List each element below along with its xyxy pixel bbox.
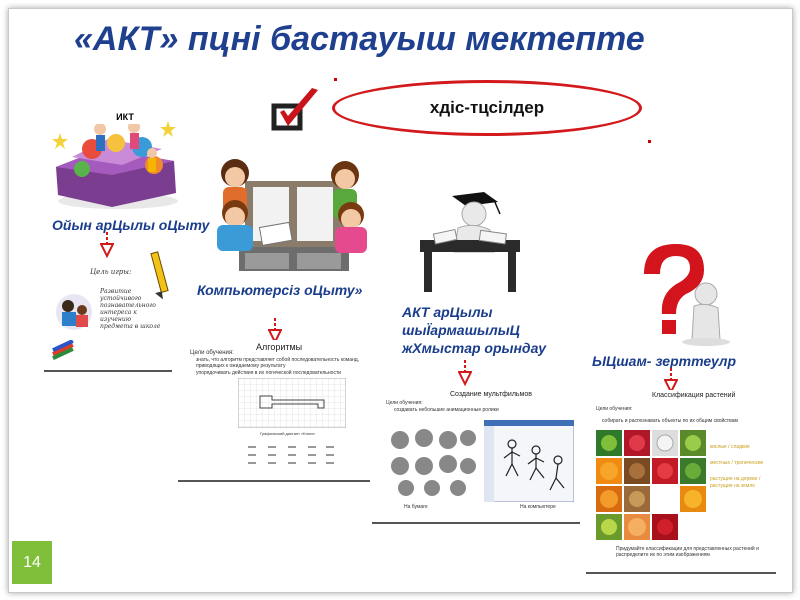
red-dot: [648, 140, 651, 143]
doc-game-heading: Цель игры:: [90, 268, 132, 276]
label-akt-3: жХмыстар орындау: [402, 340, 546, 356]
question-figure-illustration: [606, 236, 740, 348]
doc-algorithms-item-1: знать, что алгоритм представляет собой последовательность команд, приводящих к ожидаемому результату: [196, 357, 360, 369]
doc-plants-goal: Цели обучения:: [596, 406, 633, 412]
pencil-icon: [150, 250, 170, 300]
doc-plants-legend-2: местные / тропические: [710, 460, 764, 466]
doc-cartoons-caption-right: На компьютере: [520, 504, 556, 510]
label-akt-1: АКТ арЦылы: [402, 304, 493, 320]
doc-plants-item: собирать и распознавать объекты по их общим свойствам: [602, 418, 738, 424]
label-akt-2: шыЇармашылыЦ: [402, 322, 520, 338]
ikt-badge: ИКТ: [97, 110, 153, 124]
label-research: ЫЦшам- зерттеулр: [592, 353, 737, 369]
teacher-child-image: [54, 292, 96, 332]
doc-algorithms-goal: Цели обучения:: [190, 350, 234, 356]
key-grid-image: [238, 378, 346, 428]
children-computer-illustration: [205, 155, 377, 273]
doc-algorithms: [178, 340, 370, 482]
doc-algorithms-caption: Графический диктант «Ключ»: [260, 431, 316, 436]
crayons-icon: [50, 340, 78, 360]
label-computerless: Компьютерсіз оЦыту»: [197, 282, 363, 298]
doc-algorithms-item-2: упорядочивать действия в их логической последовательности: [196, 370, 342, 376]
doc-plants-title: Классификация растений: [652, 392, 736, 399]
doc-cartoons-goal: Цели обучения:: [386, 400, 423, 406]
checkbox-check-icon: [268, 84, 324, 136]
doc-cartoons-item: создавать небольшие анимационные ролики: [394, 407, 499, 413]
doc-game-goal: [44, 258, 172, 372]
plant-photos-grid: [596, 430, 708, 542]
slide-title: «АКТ» пцні бастауыш мектепте: [74, 20, 645, 58]
paper-animation-image: [386, 426, 478, 498]
methods-oval: [332, 80, 642, 136]
doc-plants-footer: Придумайте классификации для представленных растений и распределите их по этим изображениям: [616, 546, 759, 558]
doc-algorithms-title: Алгоритмы: [256, 342, 303, 352]
slide-number: 14: [12, 541, 52, 584]
teacher-desk-illustration: [414, 188, 524, 298]
computer-animation-image: [484, 420, 574, 502]
doc-plants-legend-1: кислые / сладкие: [710, 444, 750, 450]
doc-game-text: Развитие устойчивого познавательного интереса к изучению предмета в школе: [100, 288, 161, 330]
game-illustration: [52, 109, 184, 209]
arrow-down-icon: [458, 360, 472, 386]
doc-cartoons: [372, 388, 580, 524]
label-game: Ойын арЦылы оЦыту: [52, 217, 210, 233]
doc-cartoons-caption-left: На бумаге: [404, 504, 428, 510]
methods-oval-text: хдіс-тцсілдер: [429, 98, 545, 117]
doc-plant-classification: [586, 390, 776, 574]
doc-plants-legend-3: растущие на дереве / растущие на земле: [710, 476, 761, 489]
doc-cartoons-title: Создание мультфильмов: [450, 391, 532, 398]
arrow-down-icon: [100, 232, 114, 258]
red-dot: [334, 78, 337, 81]
dictation-table: [246, 444, 336, 468]
